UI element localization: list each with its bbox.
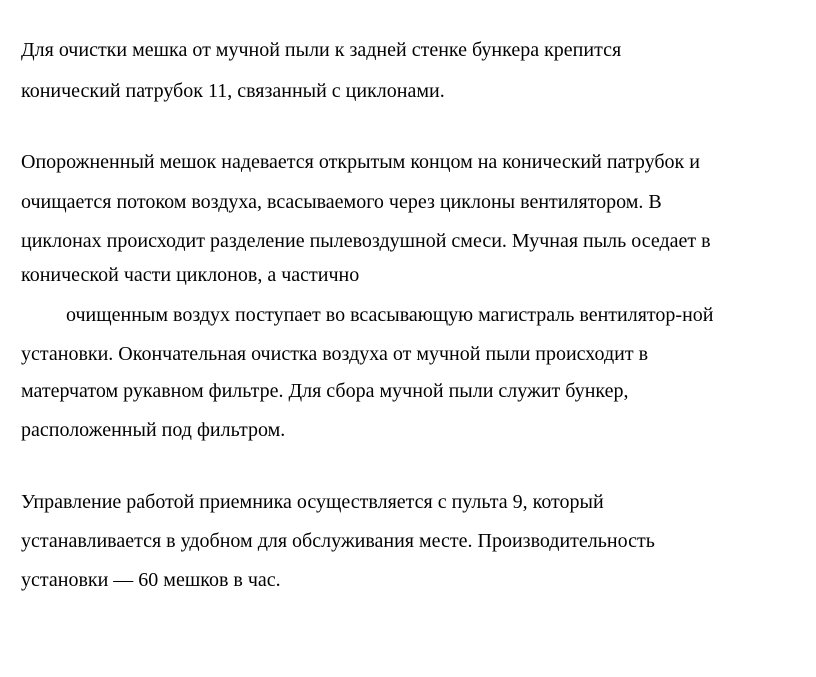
text-line: очищенным воздух поступает во всасывающую магистраль вентилятор-ной (66, 304, 714, 326)
text-line: Для очистки мешка от мучной пыли к задней стенке бункера крепится (21, 39, 622, 61)
text-line: конической части циклонов, а частично (21, 264, 360, 286)
text-line: расположенный под фильтром. (21, 419, 286, 441)
text-line: циклонах происходит разделение пылевоздушной смеси. Мучная пыль оседает в (21, 230, 711, 252)
text-line: очищается потоком воздуха, всасываемого через циклоны вентилятором. В (21, 191, 662, 213)
text-line: Управление работой приемника осуществляется с пульта 9, который (21, 491, 604, 513)
text-line: устанавливается в удобном для обслуживания месте. Производительность (21, 530, 655, 552)
text-line: установки — 60 мешков в час. (21, 569, 281, 591)
text-line: Опорожненный мешок надевается открытым концом на конический патрубок и (21, 151, 700, 173)
text-line: матерчатом рукавном фильтре. Для сбора мучной пыли служит бункер, (21, 380, 629, 402)
text-line: установки. Окончательная очистка воздуха от мучной пыли происходит в (21, 343, 649, 365)
text-line: конический патрубок 11, связанный с циклонами. (21, 80, 445, 102)
